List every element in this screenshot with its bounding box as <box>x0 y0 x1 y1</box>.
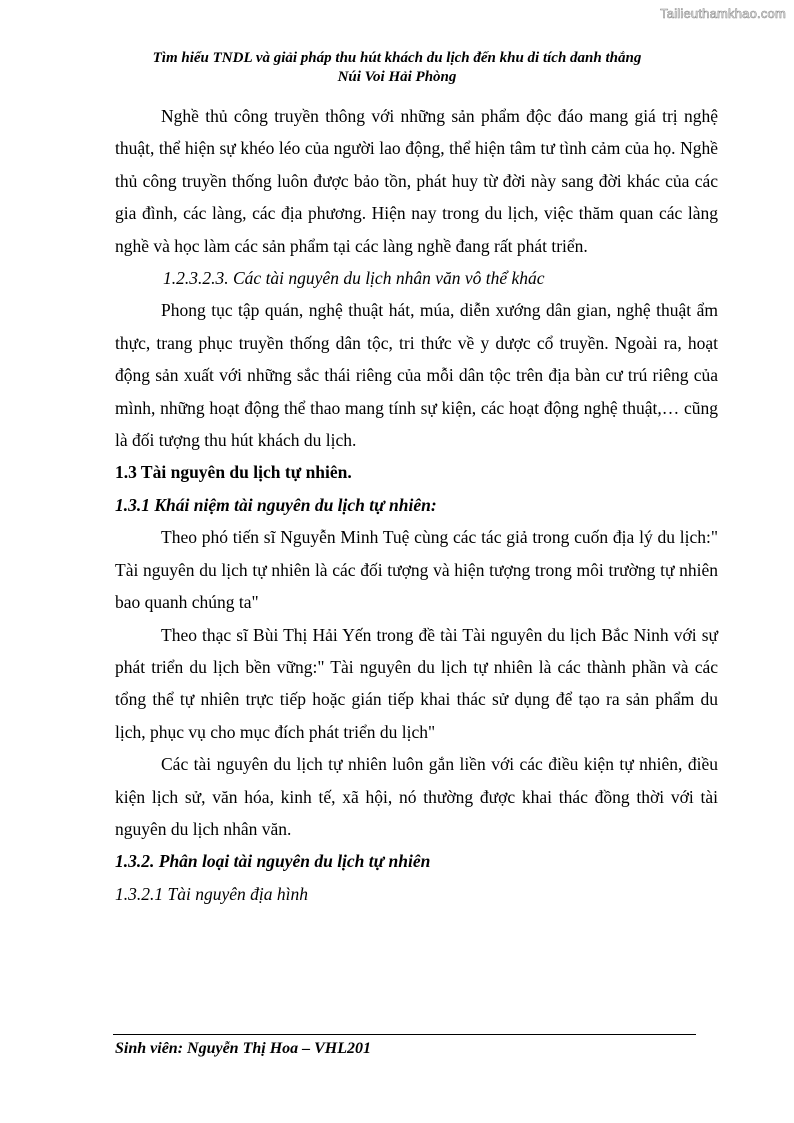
footer-divider <box>113 1034 696 1035</box>
heading-1-2-3-2-3: 1.2.3.2.3. Các tài nguyên du lịch nhân văn vô thể khác <box>163 268 545 289</box>
header-line-2: Núi Voi Hải Phòng <box>337 69 457 85</box>
footer-student: Sinh viên: Nguyễn Thị Hoa – VHL201 <box>115 1040 372 1057</box>
heading-1-3-1: 1.3.1 Khái niệm tài nguyên du lịch tự nhiên: <box>115 494 437 515</box>
heading-1-3: 1.3 Tài nguyên du lịch tự nhiên. <box>115 462 352 483</box>
page-body <box>115 100 718 910</box>
heading-1-3-2-1: 1.3.2.1 Tài nguyên địa hình <box>115 883 308 904</box>
paragraph-definition-tue: Theo phó tiến sĩ Nguyễn Minh Tuệ cùng các tác giả trong cuốn địa lý du lịch:" Tài nguyên du lịch tự nhiên là các đối tượng và hiện tượng trong môi trường tự nhiên bao quanh chúng ta" <box>115 527 718 613</box>
paragraph-intangible-resources: Phong tục tập quán, nghệ thuật hát, múa, diễn xướng dân gian, nghệ thuật ẩm thực, trang phục truyền thống dân tộc, tri thức về y dược cổ truyền. Ngoài ra, hoạt động sản xuất với những sắc thái riêng của mỗi dân tộc trên địa bàn cư trú riêng của mình, những hoạt động thể thao mang tính sự kiện, các hoạt động nghệ thuật,… cũng là đối tượng thu hút khách du lịch. <box>115 300 718 451</box>
running-header <box>0 49 794 87</box>
watermark: Tailieuthamkhao.com <box>660 6 786 21</box>
paragraph-natural-conditions: Các tài nguyên du lịch tự nhiên luôn gắn liền với các điều kiện tự nhiên, điều kiện lịch sử, văn hóa, kinh tế, xã hội, nó thường được khai thác đồng thời với tài nguyên du lịch nhân văn. <box>115 754 718 839</box>
paragraph-definition-yen: Theo thạc sĩ Bùi Thị Hải Yến trong đề tài Tài nguyên du lịch Bắc Ninh với sự phát triển du lịch bền vững:" Tài nguyên du lịch tự nhiên là các thành phần và các tổng thể tự nhiên trực tiếp hoặc gián tiếp khai thác sử dụng để tạo ra sản phẩm du lịch, phục vụ cho mục đích phát triển du lịch" <box>115 624 718 742</box>
paragraph-handicrafts: Nghề thủ công truyền thông với những sản phẩm độc đáo mang giá trị nghệ thuật, thể hiện sự khéo léo của người lao động, thể hiện tâm tư tình cảm của họ. Nghề thủ công truyền thống luôn được bảo tồn, phát huy từ đời này sang đời khác của các gia đình, các làng, các địa phương. Hiện nay trong du lịch, việc thăm quan các làng nghề và học làm các sản phẩm tại các làng nghề đang rất phát triển. <box>115 106 718 256</box>
header-line-1: Tìm hiểu TNDL và giải pháp thu hút khách du lịch đến khu di tích danh thắng <box>152 50 642 66</box>
heading-1-3-2: 1.3.2. Phân loại tài nguyên du lịch tự nhiên <box>115 851 431 872</box>
